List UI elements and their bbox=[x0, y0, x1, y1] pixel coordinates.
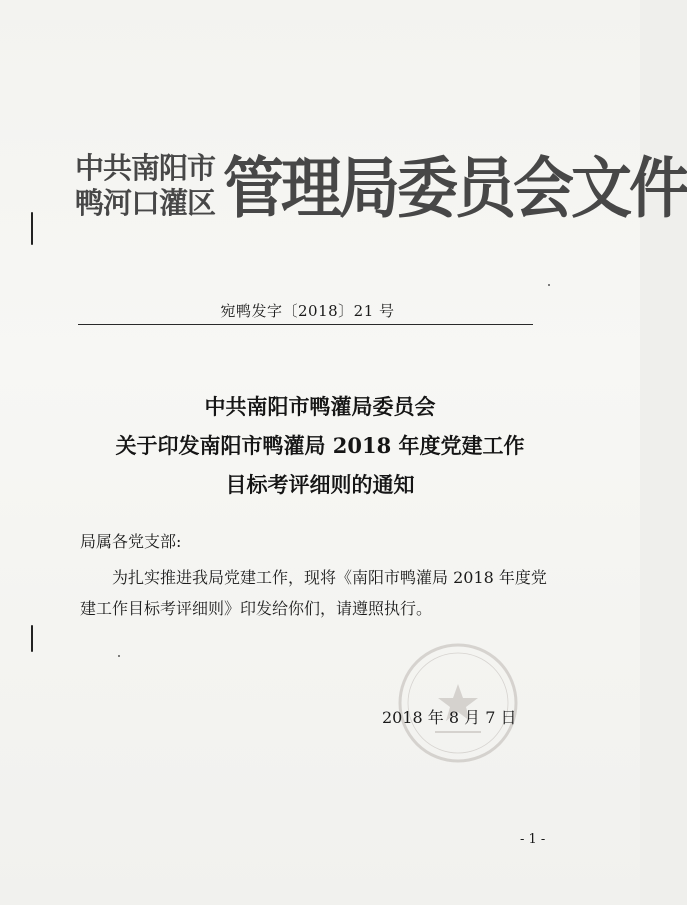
document-header bbox=[75, 148, 687, 228]
scan-speck bbox=[118, 655, 120, 657]
issue-date: 2018 年 8 月 7 日 bbox=[382, 708, 517, 727]
notice-title-line2: 关于印发南阳市鸭灌局 2018 年度党建工作 bbox=[115, 433, 525, 458]
document-number bbox=[0, 300, 640, 321]
page-number: - 1 - bbox=[520, 832, 546, 847]
scan-speck bbox=[548, 284, 550, 286]
margin-mark bbox=[31, 212, 33, 245]
official-seal-stamp bbox=[395, 640, 521, 766]
notice-title-line1: 中共南阳市鸭灌局委员会 bbox=[204, 394, 436, 419]
header-org-line2: 鸭河口灌区 bbox=[75, 186, 216, 220]
margin-mark bbox=[31, 625, 33, 652]
header-main-title: 管理局委员会文件 bbox=[223, 150, 687, 228]
header-divider bbox=[78, 324, 533, 325]
notice-title-line3: 目标考评细则的通知 bbox=[225, 472, 415, 497]
body-paragraph: 为扎实推进我局党建工作，现将《南阳市鸭灌局 2018 年度党建工作目标考评细则》印发给你们，请遵照执行。 bbox=[80, 568, 547, 618]
header-org-line1: 中共南阳市 bbox=[75, 151, 216, 185]
document-number-text: 宛鸭发字〔2018〕21 号 bbox=[220, 302, 395, 320]
salutation: 局属各党支部: bbox=[80, 532, 182, 551]
